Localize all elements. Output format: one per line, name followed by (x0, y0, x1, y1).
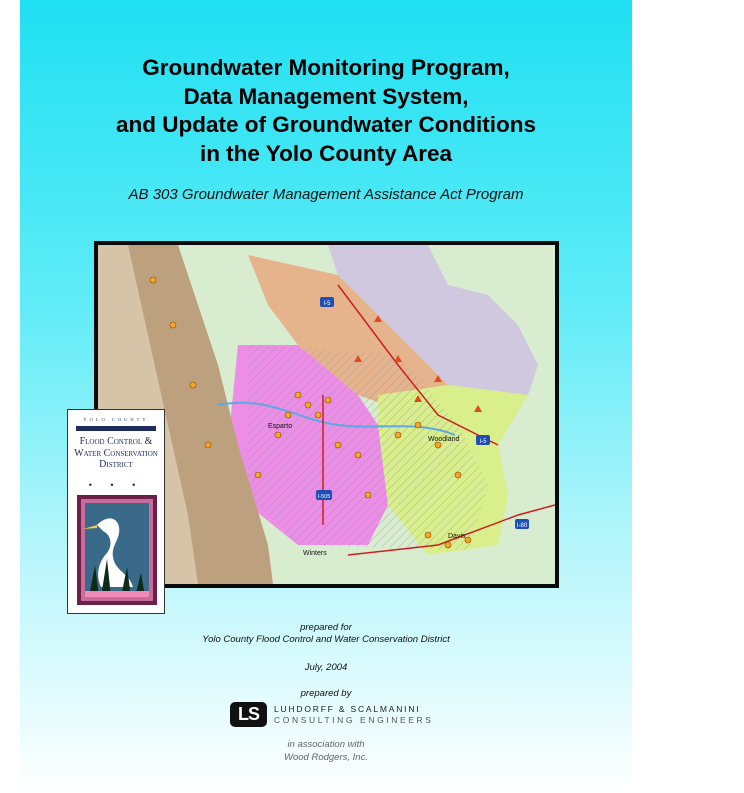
firm-subtitle: CONSULTING ENGINEERS (274, 715, 434, 725)
ls-badge: LS (230, 702, 267, 727)
logo-name-line-3: District (99, 459, 133, 470)
highway-shield-i505 (316, 490, 332, 500)
title-line-3: and Update of Groundwater Conditions (116, 112, 536, 137)
svg-text:I-5: I-5 (479, 439, 487, 445)
egret-illustration (77, 495, 157, 605)
highway-shield-i80 (515, 519, 529, 529)
firm-name: LUHDORFF & SCALMANINI (274, 704, 421, 714)
yolo-county-district-logo (67, 409, 165, 614)
logo-dots: • • • (88, 480, 144, 490)
title-line-4: in the Yolo County Area (199, 140, 453, 166)
title-line-2: Data Management System, (183, 83, 469, 109)
report-title (20, 54, 632, 168)
map-graphic (98, 245, 555, 584)
report-date: July, 2004 (304, 662, 348, 673)
svg-text:I-505: I-505 (317, 494, 331, 500)
associate-name: Wood Rodgers, Inc. (284, 752, 368, 763)
title-line-1: Groundwater Monitoring Program, (142, 55, 510, 80)
prepared-for-label: prepared for (300, 622, 352, 633)
city-label-davis: Davis (448, 533, 466, 540)
highway-shield-i5-east (476, 435, 490, 445)
logo-district-name (70, 436, 162, 471)
report-cover (20, 0, 632, 793)
report-subtitle: AB 303 Groundwater Management Assistance Act Program (128, 186, 524, 203)
client-name: Yolo County Flood Control and Water Conservation District (202, 634, 450, 645)
logo-name-line-2: Water Conservation (74, 447, 158, 459)
logo-county-label: YOLO COUNTY (83, 417, 149, 422)
city-label-esparto: Esparto (268, 423, 293, 430)
logo-name-line-1: Flood Control & (79, 436, 153, 447)
logo-bar (76, 426, 156, 431)
highway-shield-i5-north (320, 297, 334, 307)
city-label-winters: Winters (303, 550, 327, 557)
svg-text:I-80: I-80 (516, 523, 528, 529)
association-label: in association with (287, 739, 365, 750)
city-label-woodland: Woodland (428, 436, 460, 443)
svg-text:I-5: I-5 (323, 301, 331, 307)
prepared-by-label: prepared by (300, 688, 352, 699)
